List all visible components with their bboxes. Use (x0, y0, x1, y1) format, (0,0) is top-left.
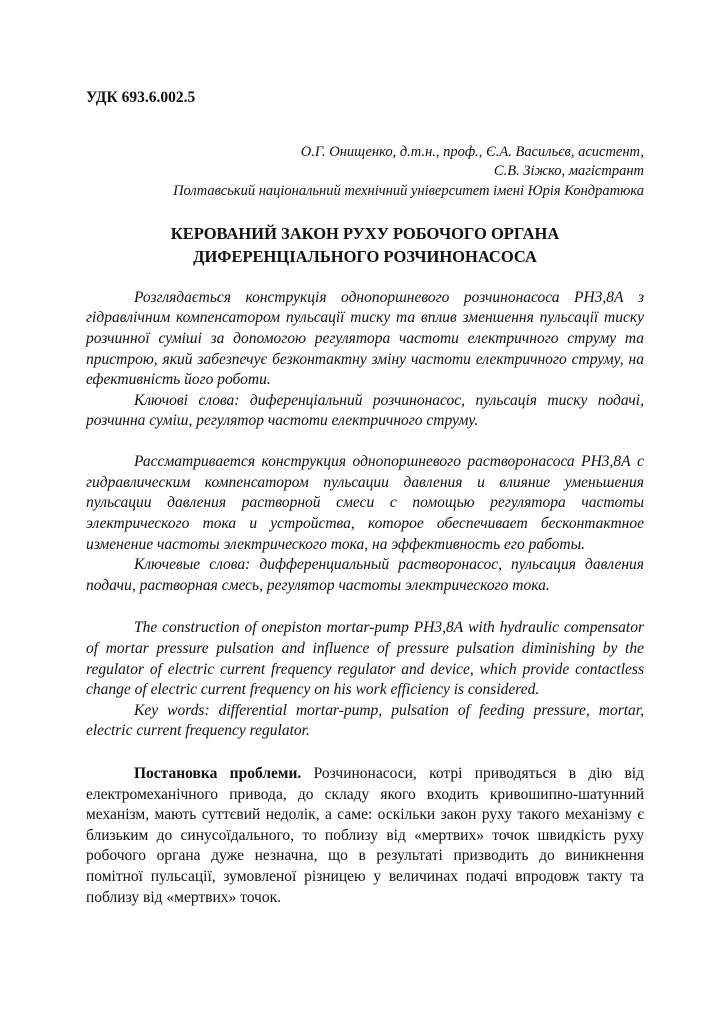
abstract-ru-keywords: Ключевые слова: дифференциальный растворонасос, пульсация давления подачи, растворная смесь, регулятор частоты электрического тока. (86, 556, 644, 594)
abstract-ru-text: Рассматривается конструкция однопоршневого растворонасоса РН3,8А с гидравлическим компенсатором пульсации давления и влияние уменьшения пульсации давления растворной смеси с помощью регулятора частоты электрического тока и устройства, которое обеспечивает бесконтактное изменение частоты электрического тока, на эффективность его работы. (86, 453, 644, 553)
udc-code: УДК 693.6.002.5 (86, 89, 196, 106)
abstract-uk-keywords: Ключові слова: диференціальний розчинонасос, пульсація тиску подачі, розчинна суміш, регулятор частоти електричного струму. (86, 391, 644, 430)
body-paragraph-text: Розчинонасоси, котрі приводяться в дію від електромеханічного привода, до складу якого входить кривошипно-шатунний механізм, мають суттєвий недолік, а саме: оскільки закон руху такого механізму є близьким до синусоїдального, то поблизу від «мертвих» точок швидкість руху робочого органа дуже незначна, що в результаті призводить до виникнення помітної пульсації, зумовленої різницею у величинах подачі впродовж такту та поблизу від «мертвих» точок. (86, 765, 644, 906)
paper-title (86, 223, 644, 268)
abstract-en-keywords: Key words: differential mortar-pump, pulsation of feeding pressure, mortar, electric current frequency regulator. (86, 701, 644, 740)
abstract-uk-text: Розглядається конструкція однопоршневого розчинонасоса РН3,8А з гідравлічним компенсатором пульсації тиску та вплив зменшення пульсації тиску розчинної суміші за допомогою регулятора частоти електричного струму та пристрою, який забезпечує безконтактну зміну частоти електричного струму, на ефективність його роботи. (86, 288, 644, 389)
paper-title-line-2: ДИФЕРЕНЦІАЛЬНОГО РОЗЧИНОНАСОСА (193, 246, 537, 266)
spacer (86, 742, 644, 764)
spacer (86, 596, 644, 618)
author-line-2: С.В. Зіжко, магістрант (493, 163, 644, 180)
author-line-1: О.Г. Онищенко, д.т.н., проф., Є.А. Васильєв, асистент, (300, 143, 644, 160)
abstract-en-text: The construction of onepiston mortar-pump РН3,8А with hydraulic compensator of mortar pressure pulsation and influence of pressure pulsation diminishing by the regulator of electric current frequency regulator and device, which provide contactless change of electric current frequency on his work efficiency is considered. (86, 619, 644, 699)
body-paragraph (86, 764, 644, 908)
paper-title-line-1: КЕРОВАНИЙ ЗАКОН РУХУ РОБОЧОГО ОРГАНА (170, 224, 560, 244)
spacer (86, 432, 644, 452)
affiliation-line: Полтавський національний технічний університет імені Юрія Кондратюка (173, 182, 644, 199)
body-paragraph-lead: Постановка проблеми. (134, 765, 302, 783)
author-block (86, 143, 644, 202)
